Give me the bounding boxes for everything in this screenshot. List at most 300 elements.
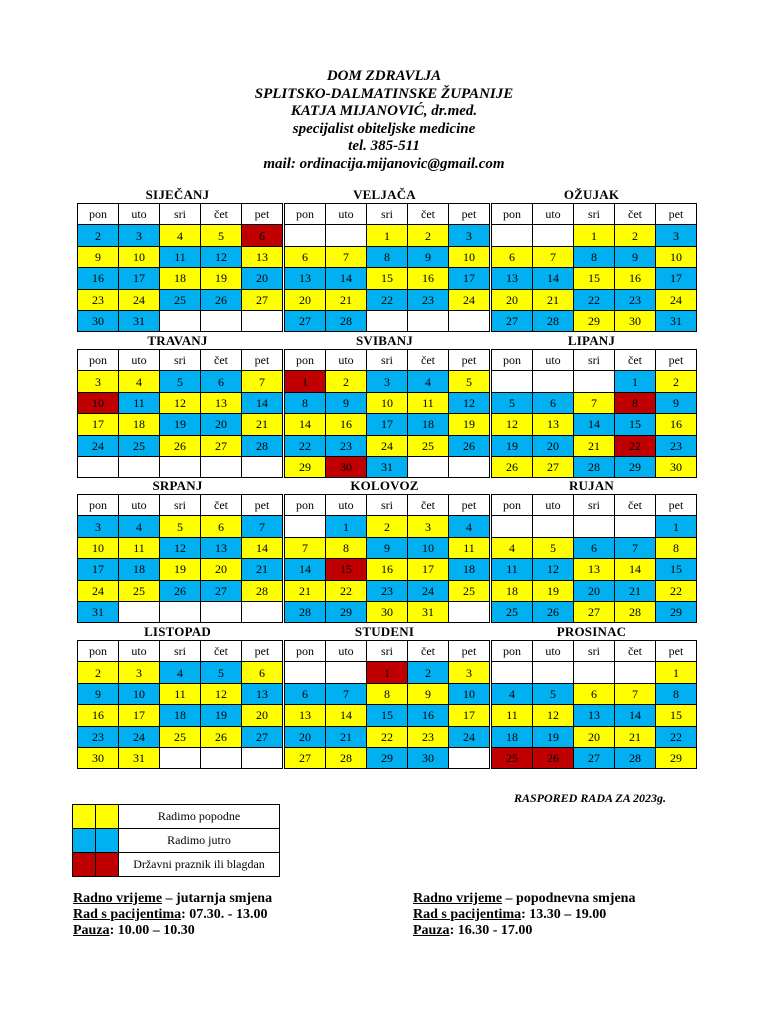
- day-cell: 26: [160, 580, 201, 601]
- week-row: [492, 726, 697, 747]
- day-cell: 24: [408, 580, 449, 601]
- week-row: [285, 516, 490, 537]
- day-cell: 14: [574, 414, 615, 435]
- day-cell: 3: [119, 662, 160, 683]
- day-cell: 21: [326, 726, 367, 747]
- afternoon-heading-underlined: Radno vrijeme: [413, 891, 503, 906]
- day-cell: 11: [160, 246, 201, 267]
- weekday-header: sri: [160, 495, 201, 516]
- day-cell: 4: [160, 662, 201, 683]
- day-cell: 21: [533, 289, 574, 310]
- day-cell: 20: [574, 580, 615, 601]
- day-cell: 24: [78, 580, 119, 601]
- day-cell: 28: [242, 580, 283, 601]
- day-cell: 20: [242, 268, 283, 289]
- weekday-header: pet: [449, 641, 490, 662]
- day-cell: 5: [533, 683, 574, 704]
- day-cell: 25: [119, 580, 160, 601]
- day-cell: [449, 310, 490, 331]
- day-cell: 20: [574, 726, 615, 747]
- weekday-header: čet: [201, 495, 242, 516]
- day-cell: 4: [492, 683, 533, 704]
- day-cell: 26: [160, 435, 201, 456]
- day-cell: 25: [408, 435, 449, 456]
- afternoon-heading-rest: – popodnevna smjena: [502, 891, 636, 906]
- day-cell: 27: [285, 747, 326, 768]
- day-cell: [160, 747, 201, 768]
- weekday-header: čet: [615, 495, 656, 516]
- month-table: [491, 640, 697, 769]
- day-cell: 14: [533, 268, 574, 289]
- weekday-header: čet: [408, 641, 449, 662]
- week-row: [492, 371, 697, 392]
- week-row: [492, 580, 697, 601]
- weekday-header: pon: [492, 641, 533, 662]
- day-cell: 7: [326, 683, 367, 704]
- day-cell: 23: [408, 726, 449, 747]
- week-row: [285, 537, 490, 558]
- weekday-header: čet: [408, 495, 449, 516]
- week-row: [285, 683, 490, 704]
- day-cell: 6: [492, 246, 533, 267]
- week-row: [78, 310, 283, 331]
- month-calendar: [77, 187, 278, 332]
- day-cell: 27: [574, 601, 615, 622]
- day-cell: 3: [449, 225, 490, 246]
- afternoon-pause: [413, 923, 635, 939]
- day-cell: 27: [533, 456, 574, 477]
- day-cell: 30: [78, 310, 119, 331]
- week-row: [78, 414, 283, 435]
- week-row: [492, 289, 697, 310]
- morning-work: [73, 907, 272, 923]
- day-cell: 24: [78, 435, 119, 456]
- month-name: KOLOVOZ: [350, 478, 419, 493]
- weekday-header: pon: [78, 641, 119, 662]
- day-cell: 10: [656, 246, 697, 267]
- day-cell: [533, 662, 574, 683]
- weekday-header: uto: [326, 641, 367, 662]
- day-cell: 12: [533, 705, 574, 726]
- weekday-header: pet: [242, 350, 283, 371]
- week-row: [285, 747, 490, 768]
- day-cell: 20: [285, 289, 326, 310]
- day-cell: 1: [285, 371, 326, 392]
- month-table: [284, 640, 490, 769]
- week-row: [78, 559, 283, 580]
- day-cell: 26: [533, 601, 574, 622]
- day-cell: 20: [201, 414, 242, 435]
- week-row: [285, 662, 490, 683]
- day-cell: 15: [367, 268, 408, 289]
- day-cell: 5: [492, 392, 533, 413]
- day-cell: 29: [367, 747, 408, 768]
- morning-work-rest: : 07.30. - 13.00: [181, 907, 268, 922]
- day-cell: 17: [78, 414, 119, 435]
- day-cell: 15: [656, 705, 697, 726]
- month-calendar: [284, 624, 485, 769]
- day-cell: 8: [574, 246, 615, 267]
- week-row: [492, 559, 697, 580]
- morning-shift-hours: [73, 891, 272, 939]
- day-cell: [160, 601, 201, 622]
- day-cell: 13: [285, 705, 326, 726]
- weekday-header: sri: [367, 350, 408, 371]
- day-cell: 27: [201, 580, 242, 601]
- day-cell: 14: [615, 705, 656, 726]
- day-cell: 21: [615, 726, 656, 747]
- week-row: [285, 310, 490, 331]
- month-table: [284, 203, 490, 332]
- week-row: [285, 289, 490, 310]
- day-cell: 6: [201, 516, 242, 537]
- day-cell: [326, 225, 367, 246]
- morning-heading: [73, 891, 272, 907]
- weekday-header: pet: [449, 495, 490, 516]
- day-cell: 1: [367, 662, 408, 683]
- week-row: [285, 246, 490, 267]
- legend-swatch-blue: [96, 829, 119, 853]
- day-cell: 22: [656, 580, 697, 601]
- morning-heading-underlined: Radno vrijeme: [73, 891, 163, 906]
- month-name: VELJAČA: [353, 187, 416, 202]
- week-row: [78, 683, 283, 704]
- day-cell: 26: [492, 456, 533, 477]
- weekday-header: sri: [367, 641, 408, 662]
- day-cell: 12: [160, 392, 201, 413]
- weekday-header-row: [492, 350, 697, 371]
- day-cell: 10: [408, 537, 449, 558]
- legend-swatch-yellow: [73, 805, 96, 829]
- day-cell: 2: [367, 516, 408, 537]
- day-cell: 19: [492, 435, 533, 456]
- weekday-header: uto: [326, 204, 367, 225]
- day-cell: 3: [367, 371, 408, 392]
- weekday-header: pon: [78, 350, 119, 371]
- day-cell: 11: [492, 705, 533, 726]
- day-cell: 18: [119, 414, 160, 435]
- day-cell: 26: [449, 435, 490, 456]
- day-cell: 5: [160, 371, 201, 392]
- day-cell: 29: [656, 747, 697, 768]
- day-cell: 10: [78, 537, 119, 558]
- day-cell: 23: [615, 289, 656, 310]
- legend-row: [73, 805, 280, 829]
- day-cell: 17: [78, 559, 119, 580]
- day-cell: [492, 225, 533, 246]
- day-cell: 25: [160, 289, 201, 310]
- day-cell: 31: [367, 456, 408, 477]
- day-cell: [201, 601, 242, 622]
- day-cell: 3: [408, 516, 449, 537]
- month-table: [491, 349, 697, 478]
- day-cell: 14: [326, 268, 367, 289]
- weekday-header: pet: [656, 204, 697, 225]
- day-cell: 18: [119, 559, 160, 580]
- weekday-header-row: [285, 641, 490, 662]
- weekday-header: pet: [449, 204, 490, 225]
- day-cell: 23: [78, 289, 119, 310]
- day-cell: 14: [242, 392, 283, 413]
- day-cell: 9: [408, 683, 449, 704]
- day-cell: [201, 310, 242, 331]
- day-cell: 10: [119, 683, 160, 704]
- week-row: [78, 225, 283, 246]
- day-cell: 16: [78, 705, 119, 726]
- day-cell: 30: [656, 456, 697, 477]
- month-calendar: [491, 624, 692, 769]
- day-cell: 22: [615, 435, 656, 456]
- day-cell: 1: [656, 516, 697, 537]
- month-name: RUJAN: [568, 478, 615, 493]
- week-row: [492, 662, 697, 683]
- legend-label: Državni praznik ili blagdan: [119, 853, 280, 877]
- week-row: [492, 537, 697, 558]
- day-cell: 28: [533, 310, 574, 331]
- week-row: [78, 537, 283, 558]
- day-cell: 7: [285, 537, 326, 558]
- day-cell: 23: [78, 726, 119, 747]
- weekday-header-row: [285, 495, 490, 516]
- weekday-header: pet: [449, 350, 490, 371]
- day-cell: 8: [285, 392, 326, 413]
- day-cell: [615, 516, 656, 537]
- weekday-header: pon: [78, 204, 119, 225]
- week-row: [78, 747, 283, 768]
- day-cell: 18: [492, 726, 533, 747]
- day-cell: 17: [119, 705, 160, 726]
- weekday-header-row: [78, 350, 283, 371]
- day-cell: [367, 310, 408, 331]
- day-cell: 8: [656, 537, 697, 558]
- week-row: [285, 392, 490, 413]
- weekday-header: pet: [242, 495, 283, 516]
- day-cell: [449, 456, 490, 477]
- day-cell: 23: [656, 435, 697, 456]
- day-cell: 2: [656, 371, 697, 392]
- day-cell: 11: [449, 537, 490, 558]
- day-cell: 4: [119, 371, 160, 392]
- day-cell: 13: [201, 537, 242, 558]
- weekday-header-row: [285, 204, 490, 225]
- weekday-header: uto: [533, 641, 574, 662]
- day-cell: 19: [160, 414, 201, 435]
- header-line-6: mail: ordinacija.mijanovic@gmail.com: [263, 155, 505, 172]
- month-name: SIJEČANJ: [145, 187, 210, 202]
- day-cell: 17: [367, 414, 408, 435]
- day-cell: [449, 601, 490, 622]
- day-cell: 20: [492, 289, 533, 310]
- weekday-header: uto: [533, 204, 574, 225]
- day-cell: 12: [201, 683, 242, 704]
- week-row: [78, 435, 283, 456]
- day-cell: 14: [615, 559, 656, 580]
- day-cell: 14: [326, 705, 367, 726]
- schedule-title: RASPORED RADA ZA 2023g.: [514, 791, 667, 805]
- weekday-header-row: [492, 641, 697, 662]
- day-cell: 1: [656, 662, 697, 683]
- weekday-header: pon: [492, 495, 533, 516]
- day-cell: [160, 456, 201, 477]
- day-cell: 25: [492, 601, 533, 622]
- day-cell: 3: [449, 662, 490, 683]
- day-cell: 15: [574, 268, 615, 289]
- week-row: [492, 705, 697, 726]
- legend-swatch-yellow: [96, 805, 119, 829]
- day-cell: 24: [449, 726, 490, 747]
- weekday-header: čet: [408, 204, 449, 225]
- week-row: [492, 456, 697, 477]
- day-cell: [574, 516, 615, 537]
- month-calendar: [284, 478, 485, 623]
- afternoon-work-rest: : 13.30 – 19.00: [521, 907, 607, 922]
- day-cell: [119, 456, 160, 477]
- weekday-header: sri: [367, 204, 408, 225]
- day-cell: 3: [78, 371, 119, 392]
- day-cell: [449, 747, 490, 768]
- week-row: [492, 747, 697, 768]
- week-row: [492, 268, 697, 289]
- weekday-header: sri: [574, 350, 615, 371]
- day-cell: 16: [326, 414, 367, 435]
- weekday-header: čet: [615, 350, 656, 371]
- day-cell: 6: [242, 662, 283, 683]
- day-cell: 2: [326, 371, 367, 392]
- week-row: [285, 435, 490, 456]
- day-cell: 5: [533, 537, 574, 558]
- day-cell: 28: [326, 310, 367, 331]
- day-cell: 18: [160, 705, 201, 726]
- day-cell: 1: [367, 225, 408, 246]
- day-cell: 30: [78, 747, 119, 768]
- day-cell: 16: [615, 268, 656, 289]
- day-cell: 7: [326, 246, 367, 267]
- week-row: [78, 726, 283, 747]
- day-cell: 15: [326, 559, 367, 580]
- week-row: [285, 726, 490, 747]
- day-cell: 25: [160, 726, 201, 747]
- day-cell: 16: [367, 559, 408, 580]
- day-cell: 16: [408, 705, 449, 726]
- day-cell: 21: [615, 580, 656, 601]
- day-cell: 2: [78, 225, 119, 246]
- day-cell: 24: [367, 435, 408, 456]
- day-cell: 28: [285, 601, 326, 622]
- day-cell: 7: [574, 392, 615, 413]
- day-cell: 18: [449, 559, 490, 580]
- day-cell: [160, 310, 201, 331]
- day-cell: 27: [285, 310, 326, 331]
- day-cell: 9: [367, 537, 408, 558]
- header-line-3: KATJA MIJANOVIĆ, dr.med.: [290, 103, 478, 119]
- day-cell: 26: [201, 726, 242, 747]
- week-row: [285, 268, 490, 289]
- day-cell: 4: [119, 516, 160, 537]
- weekday-header: uto: [533, 495, 574, 516]
- day-cell: [492, 662, 533, 683]
- legend-row: [73, 853, 280, 877]
- day-cell: 27: [492, 310, 533, 331]
- day-cell: [242, 601, 283, 622]
- weekday-header: sri: [367, 495, 408, 516]
- day-cell: 22: [367, 726, 408, 747]
- weekday-header-row: [285, 350, 490, 371]
- weekday-header: čet: [408, 350, 449, 371]
- header-line-1: DOM ZDRAVLJA: [326, 68, 442, 84]
- day-cell: 3: [656, 225, 697, 246]
- day-cell: 7: [615, 683, 656, 704]
- afternoon-pause-rest: : 16.30 - 17.00: [449, 923, 533, 938]
- day-cell: 13: [533, 414, 574, 435]
- day-cell: 27: [201, 435, 242, 456]
- legend-label: Radimo jutro: [119, 829, 280, 853]
- month-calendar: [77, 333, 278, 478]
- afternoon-heading: [413, 891, 635, 907]
- day-cell: 31: [656, 310, 697, 331]
- week-row: [78, 601, 283, 622]
- day-cell: 5: [201, 662, 242, 683]
- week-row: [492, 414, 697, 435]
- day-cell: 20: [242, 705, 283, 726]
- day-cell: 13: [201, 392, 242, 413]
- weekday-header: pon: [285, 495, 326, 516]
- day-cell: 11: [119, 392, 160, 413]
- week-row: [78, 371, 283, 392]
- day-cell: 10: [449, 246, 490, 267]
- header: [0, 68, 768, 173]
- day-cell: 6: [574, 683, 615, 704]
- day-cell: 12: [160, 537, 201, 558]
- weekday-header-row: [492, 204, 697, 225]
- day-cell: 12: [533, 559, 574, 580]
- weekday-header: uto: [119, 641, 160, 662]
- month-table: [284, 494, 490, 623]
- day-cell: 8: [367, 683, 408, 704]
- day-cell: 26: [533, 747, 574, 768]
- day-cell: 7: [242, 371, 283, 392]
- day-cell: 26: [201, 289, 242, 310]
- day-cell: 10: [119, 246, 160, 267]
- weekday-header-row: [78, 495, 283, 516]
- afternoon-work-underlined: Rad s pacijentima: [413, 907, 522, 922]
- weekday-header: čet: [201, 350, 242, 371]
- day-cell: 13: [242, 246, 283, 267]
- day-cell: 24: [656, 289, 697, 310]
- weekday-header: uto: [326, 350, 367, 371]
- weekday-header: pet: [656, 350, 697, 371]
- day-cell: 8: [615, 392, 656, 413]
- day-cell: [574, 371, 615, 392]
- day-cell: [285, 662, 326, 683]
- weekday-header: sri: [574, 495, 615, 516]
- month-name: OŽUJAK: [563, 187, 620, 202]
- month-table: [491, 494, 697, 623]
- day-cell: 19: [201, 705, 242, 726]
- day-cell: [492, 371, 533, 392]
- day-cell: 23: [367, 580, 408, 601]
- day-cell: 5: [449, 371, 490, 392]
- month-table: [77, 203, 283, 332]
- day-cell: 15: [656, 559, 697, 580]
- weekday-header: pet: [242, 204, 283, 225]
- month-table: [77, 349, 283, 478]
- day-cell: 30: [326, 456, 367, 477]
- day-cell: 19: [533, 580, 574, 601]
- month-name: LIPANJ: [567, 333, 616, 348]
- day-cell: 11: [408, 392, 449, 413]
- day-cell: 7: [533, 246, 574, 267]
- month-table: [284, 349, 490, 478]
